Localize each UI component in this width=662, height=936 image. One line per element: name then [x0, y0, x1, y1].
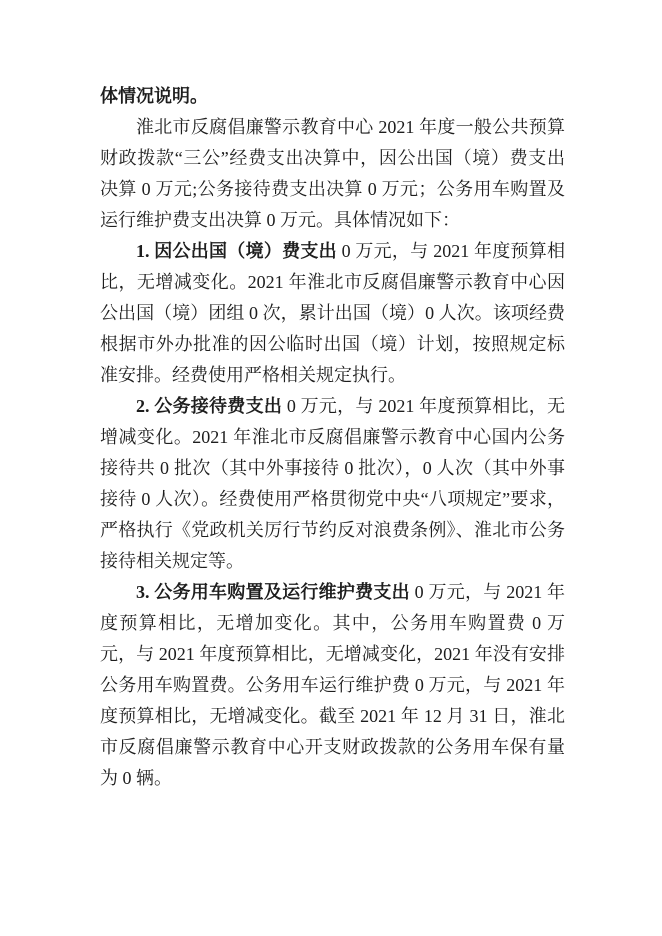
- section-heading-continuation-text: 体情况说明。: [100, 86, 208, 106]
- summary-paragraph: [100, 112, 565, 236]
- section-heading-continuation: [100, 81, 565, 112]
- section-1-body: 0 万元，与 2021 年度预算相比，无增减变化。2021 年淮北市反腐倡廉警示教育中心因公出国（境）团组 0 次，累计出国（境）0 人次。该项经费根据市外办批准的因公临时出国（境）计划，按照规定标准安排。经费使用严格相关规定执行。: [100, 241, 566, 385]
- section-1-outbound-travel-paragraph: [100, 236, 565, 391]
- section-2-official-reception-paragraph: [100, 391, 565, 577]
- section-3-label: 3. 公务用车购置及运行维护费支出: [136, 582, 410, 602]
- section-2-body: 0 万元，与 2021 年度预算相比，无增减变化。2021 年淮北市反腐倡廉警示教育中心国内公务接待共 0 批次（其中外事接待 0 批次），0 人次（其中外事接待 0 人次）。经费使用严格贯彻党中央“八项规定”要求，严格执行《党政机关厉行节约反对浪费条例》、淮北市公务接待相关规定等。: [100, 396, 566, 571]
- section-1-label: 1. 因公出国（境）费支出: [136, 241, 337, 261]
- section-3-body: 0 万元，与 2021 年度预算相比，无增加变化。其中，公务用车购置费 0 万元，与 2021 年度预算相比，无增减变化，2021 年没有安排公务用车购置费。公务用车运行维护费 0 万元，与 2021 年度预算相比，无增减变化。截至 2021 年 12 月 31 日，淮北市反腐倡廉警示教育中心开支财政拨款的公务用车保有量为 0 辆。: [100, 582, 566, 788]
- section-2-label: 2. 公务接待费支出: [136, 396, 283, 416]
- summary-paragraph-body: 淮北市反腐倡廉警示教育中心 2021 年度一般公共预算财政拨款“三公”经费支出决算中，因公出国（境）费支出决算 0 万元;公务接待费支出决算 0 万元；公务用车购置及运行维护费支出决算 0 万元。具体情况如下：: [100, 117, 565, 230]
- section-3-vehicle-paragraph: [100, 577, 565, 794]
